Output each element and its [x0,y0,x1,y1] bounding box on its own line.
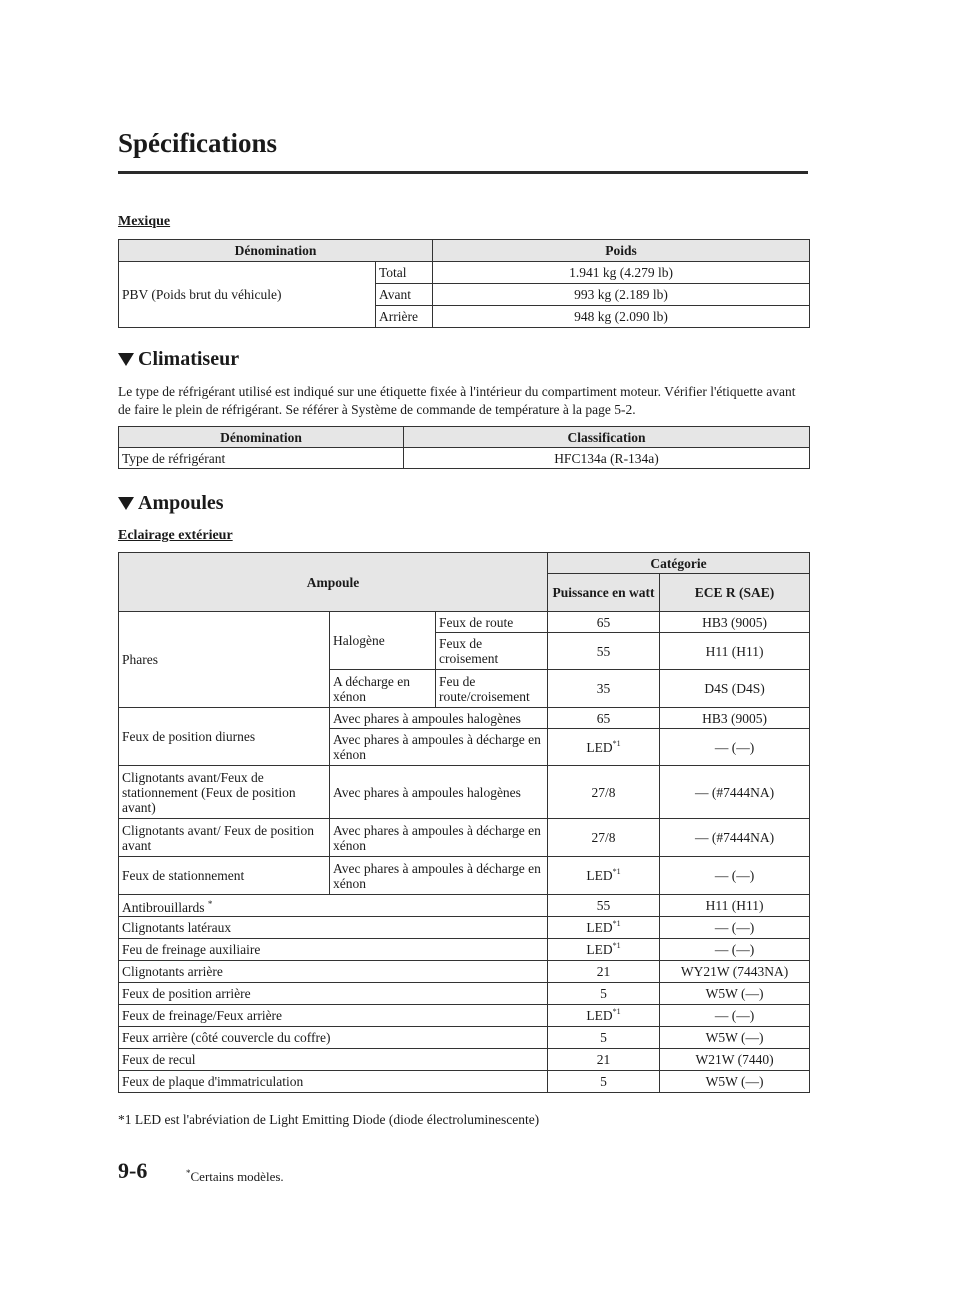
bulb-watt: 5 [548,1027,660,1049]
bulb-watt: 55 [548,633,660,670]
pbv-label: PBV (Poids brut du véhicule) [119,262,376,328]
bulb-ece: — (—) [660,729,810,766]
bulb-ece: WY21W (7443NA) [660,961,810,983]
refrigerant-value: HFC134a (R-134a) [404,448,810,469]
bulb-ece: — (—) [660,939,810,961]
weight-part: Total [376,262,433,284]
bulb-type: Avec phares à ampoules halogènes [330,708,548,729]
bulb-watt: 27/8 [548,819,660,857]
bulb-ece: W5W (—) [660,983,810,1005]
bulb-watt: LED$^{*1}$ [548,729,660,766]
bulb-ece: — (—) [660,1005,810,1027]
bulb-label: Feux de recul [119,1049,548,1071]
page-title: Spécifications [118,128,277,158]
weight-part: Arrière [376,306,433,328]
weight-part: Avant [376,284,433,306]
bulb-watt: LED$^{*1}$ [548,1005,660,1027]
diurnes-label: Feux de position diurnes [119,708,330,766]
models-note: *Certains modèles. [186,1168,284,1184]
page-number: 9-6 [118,1158,148,1183]
bulb-watt: 5 [548,1071,660,1093]
refrigerant-header-denomination: Dénomination [119,427,404,448]
weight-header-denomination: Dénomination [119,240,433,262]
bulb-ece: — (#7444NA) [660,819,810,857]
bulb-label: Clignotants avant/Feux de stationnement (Feux de position avant) [119,766,330,819]
bulb-ece: HB3 (9005) [660,708,810,729]
bulb-watt: 65 [548,612,660,633]
bulb-watt: 35 [548,670,660,708]
bulb-type: Feux de croisement [436,633,548,670]
bulb-label: Antibrouillards * [119,895,548,917]
title-rule [118,171,808,174]
bulb-type: Feu de route/croisement [436,670,548,708]
bulb-label: Clignotants avant/ Feux de position avant [119,819,330,857]
refrigerant-name: Type de réfrigérant [119,448,404,469]
weight-table [118,239,810,328]
bulb-watt: 55 [548,895,660,917]
bulb-watt: 27/8 [548,766,660,819]
bulb-label: Feux de position arrière [119,983,548,1005]
weight-value: 1.941 kg (4.279 lb) [433,262,810,284]
bulb-label: Feux arrière (côté couvercle du coffre) [119,1027,548,1049]
footnote: *1 LED est l'abréviation de Light Emitting Diode (diode électroluminescente) [118,1112,540,1127]
bulb-ece: W5W (—) [660,1071,810,1093]
refrigerant-table [118,426,810,469]
bulb-type: Avec phares à ampoules halogènes [330,766,548,819]
climatiseur-paragraph: Le type de réfrigérant utilisé est indiqué sur une étiquette fixée à l'intérieur du compartiment moteur. Vérifier l'étiquette avant de faire le plein de réfrigérant. Se référer à Système de commande de température à la page 5-2. [118,384,796,417]
bulb-ece: — (—) [660,917,810,939]
bulb-label: Feux de stationnement [119,857,330,895]
bulb-watt: 21 [548,1049,660,1071]
triangle-down-icon [118,497,134,510]
bulb-ece: — (—) [660,857,810,895]
halogene-label: Halogène [330,612,436,670]
bulb-watt: 65 [548,708,660,729]
bulb-watt: LED$^{*1}$ [548,917,660,939]
bulb-watt: LED$^{*1}$ [548,939,660,961]
eclairage-heading: Eclairage extérieur [118,528,233,543]
bulb-type: Avec phares à ampoules à décharge en xénon [330,857,548,895]
bulb-label: Feux de freinage/Feux arrière [119,1005,548,1027]
bulb-type: Avec phares à ampoules à décharge en xénon [330,819,548,857]
bulb-type: Avec phares à ampoules à décharge en xénon [330,729,548,766]
ampoules-title: Ampoules [138,492,224,514]
asterisk-icon: * [186,1168,191,1178]
weight-value: 993 kg (2.189 lb) [433,284,810,306]
bulb-ece: W5W (—) [660,1027,810,1049]
bulbs-header-ampoule: Ampoule [119,553,548,612]
ampoules-heading [118,492,224,515]
bulb-watt: 5 [548,983,660,1005]
triangle-down-icon [118,353,134,366]
mexique-heading: Mexique [118,214,171,229]
bulbs-header-puissance: Puissance en watt [548,574,660,612]
bulbs-header-categorie: Catégorie [548,553,810,574]
weight-value: 948 kg (2.090 lb) [433,306,810,328]
bulbs-header-ece: ECE R (SAE) [660,574,810,612]
weight-header-poids: Poids [433,240,810,262]
refrigerant-header-classification: Classification [404,427,810,448]
bulb-ece: — (#7444NA) [660,766,810,819]
bulbs-table [118,552,810,1093]
bulb-ece: W21W (7440) [660,1049,810,1071]
climatiseur-title: Climatiseur [138,348,240,370]
bulb-label: Clignotants arrière [119,961,548,983]
phares-label: Phares [119,612,330,708]
bulb-label: Feu de freinage auxiliaire [119,939,548,961]
bulb-type: Feux de route [436,612,548,633]
bulb-watt: LED$^{*1}$ [548,857,660,895]
bulb-watt: 21 [548,961,660,983]
bulb-ece: H11 (H11) [660,895,810,917]
bulb-ece: D4S (D4S) [660,670,810,708]
bulb-label: Feux de plaque d'immatriculation [119,1071,548,1093]
bulb-ece: H11 (H11) [660,633,810,670]
bulb-label: Clignotants latéraux [119,917,548,939]
xenon-label: A décharge en xénon [330,670,436,708]
climatiseur-heading [118,348,239,371]
bulb-ece: HB3 (9005) [660,612,810,633]
